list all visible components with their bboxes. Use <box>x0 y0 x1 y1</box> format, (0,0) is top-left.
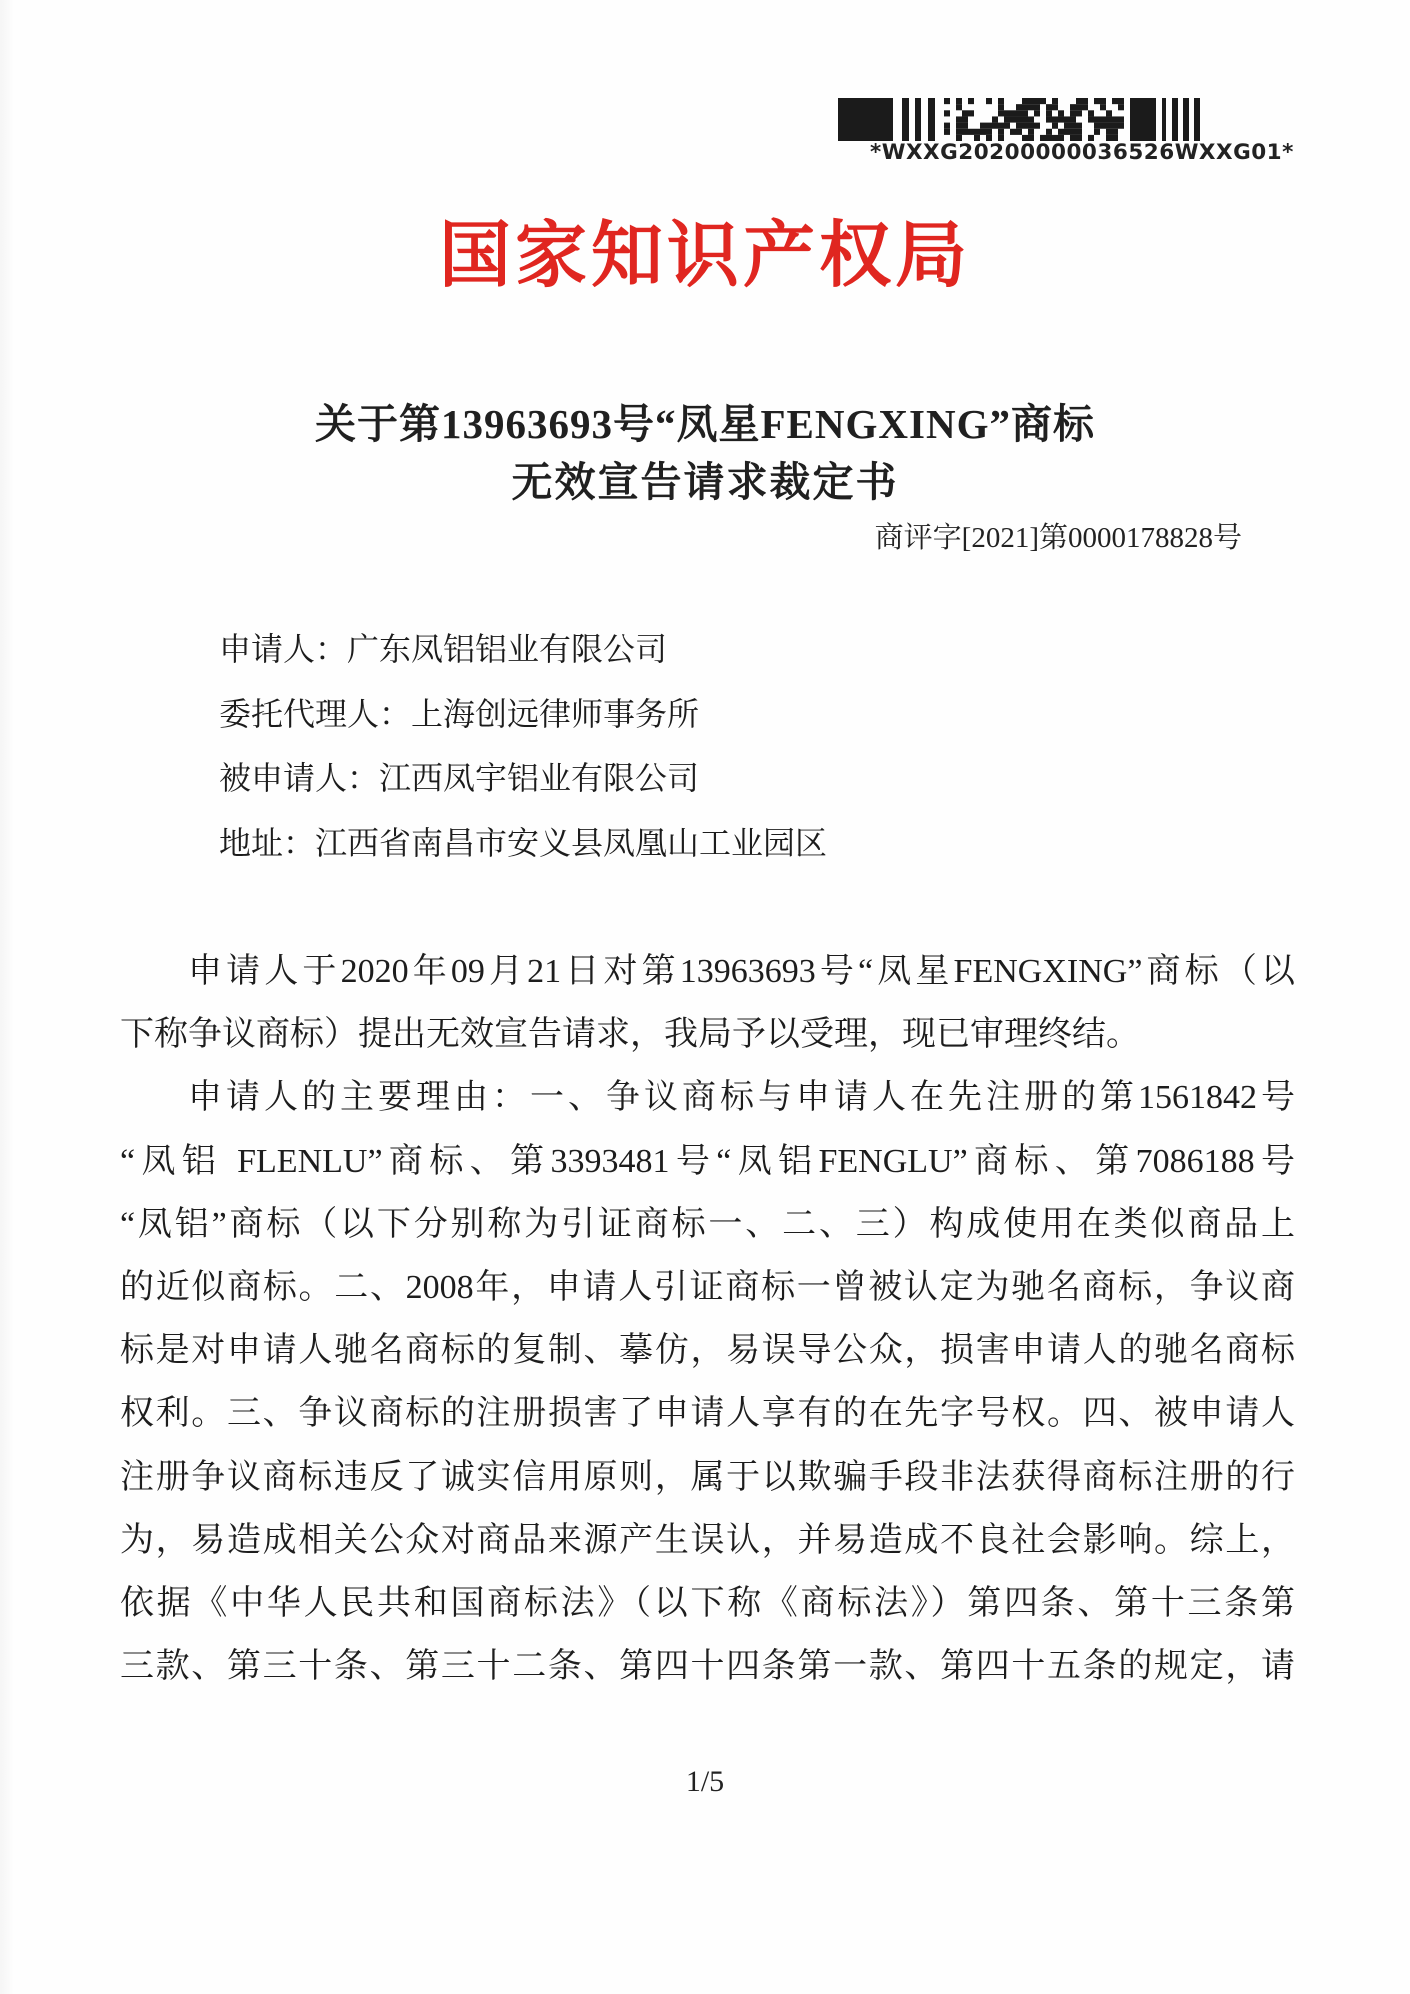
body-line: 申请人于2020年09月21日对第13963693号“凤星FENGXING”商标（以 <box>188 953 1295 990</box>
agency-title: 国家知识产权局 <box>438 213 971 297</box>
parties-block <box>219 617 1219 875</box>
body-line: “凤铝”商标（以下分别称为引证商标一、二、三）构成使用在类似商品上 <box>120 1205 1295 1243</box>
agent-line: 委托代理人：上海创远律师事务所 <box>219 695 700 732</box>
body-line: 标是对申请人驰名商标的复制、摹仿，易误导公众，损害申请人的驰名商标 <box>120 1332 1295 1370</box>
scan-edge-shadow <box>0 0 14 1994</box>
applicant-line: 申请人：广东凤铝铝业有限公司 <box>219 631 668 667</box>
body-line: “凤铝 FLENLU”商标、第3393481号“凤铝FENGLU”商标、第7086188号 <box>120 1142 1295 1180</box>
respondent-line: 被申请人：江西凤宇铝业有限公司 <box>219 760 700 796</box>
body-line: 权利。三、争议商标的注册损害了申请人享有的在先字号权。四、被申请人 <box>120 1395 1295 1433</box>
barcode-icon <box>838 98 1200 141</box>
body-line: 三款、第三十条、第三十二条、第四十四条第一款、第四十五条的规定，请 <box>120 1648 1295 1686</box>
case-number: 商评字[2021]第0000178828号 <box>874 522 1242 554</box>
body-line: 申请人的主要理由：一、争议商标与申请人在先注册的第1561842号 <box>188 1079 1295 1117</box>
body-line: 的近似商标。二、2008年，申请人引证商标一曾被认定为驰名商标，争议商 <box>120 1268 1295 1306</box>
page-number: 1/5 <box>685 1765 725 1798</box>
barcode-label: *WXXG20200000036526WXXG01* <box>870 140 1294 165</box>
body-line: 注册争议商标违反了诚实信用原则，属于以欺骗手段非法获得商标注册的行 <box>120 1458 1295 1496</box>
doc-title-line2: 无效宣告请求裁定书 <box>511 459 899 505</box>
body-line: 为，易造成相关公众对商品来源产生误认，并易造成不良社会影响。综上， <box>120 1521 1295 1559</box>
body-line: 依据《中华人民共和国商标法》（以下称《商标法》）第四条、第十三条第 <box>120 1584 1295 1622</box>
doc-title-line1: 关于第13963693号“凤星FENGXING”商标 <box>315 401 1095 447</box>
body-line: 下称争议商标）提出无效宣告请求，我局予以受理，现已审理终结。 <box>120 1016 1140 1054</box>
address-line: 地址：江西省南昌市安义县凤凰山工业园区 <box>219 824 828 861</box>
body-paragraphs <box>120 940 1295 1698</box>
